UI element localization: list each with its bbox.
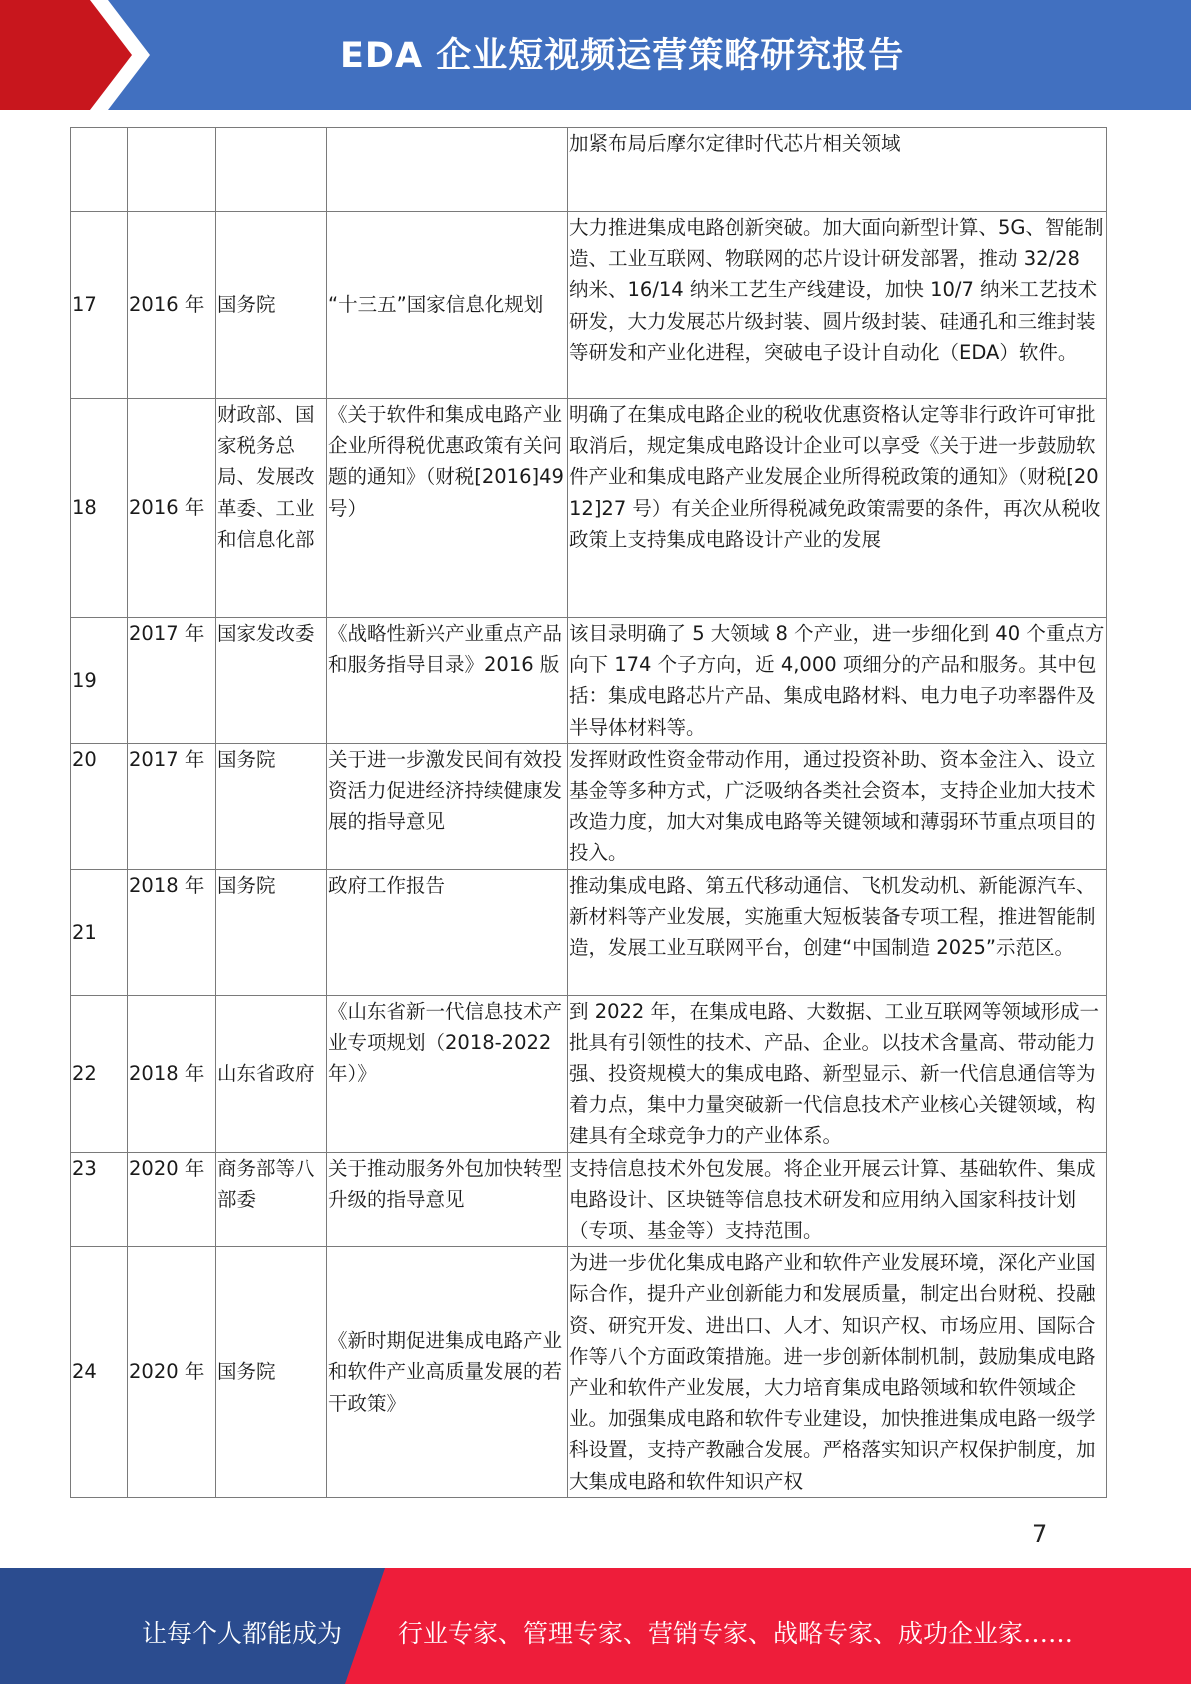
row-content: 到 2022 年，在集成电路、大数据、工业互联网等领域形成一批具有引领性的技术、产品、企业。以技术含量高、带动能力强、投资规模大的集成电路、新型显示、新一代信息通信等为着力点，集中力量突破新一代信息技术产业核心关键领域，构建具有全球竞争力的产业体系。 <box>568 995 1107 1152</box>
row-number: 24 <box>71 1247 128 1498</box>
footer-slogan-left: 让每个人都能成为 <box>142 1619 343 1648</box>
row-policy: 关于推动服务外包加快转型升级的指导意见 <box>327 1152 568 1247</box>
table-row <box>71 743 1107 869</box>
row-policy: 《关于软件和集成电路产业企业所得税优惠政策有关问题的通知》（财税[2016]49 号） <box>327 399 568 618</box>
row-year: 2018 年 <box>128 995 216 1152</box>
row-year: 2020 年 <box>128 1247 216 1498</box>
row-department <box>216 128 327 212</box>
row-department: 山东省政府 <box>216 995 327 1152</box>
table-row <box>71 399 1107 618</box>
row-content: 大力推进集成电路创新突破。加大面向新型计算、5G、智能制造、工业互联网、物联网的芯片设计研发部署，推动 32/28 纳米、16/14 纳米工艺生产线建设，加快 10/7 纳米工艺技术研发，大力发展芯片级封装、圆片级封装、硅通孔和三维封装等研发和产业化进程，突破电子设计自动化（EDA）软件。 <box>568 212 1107 399</box>
row-number: 18 <box>71 399 128 618</box>
row-content: 为进一步优化集成电路产业和软件产业发展环境，深化产业国际合作，提升产业创新能力和发展质量，制定出台财税、投融资、研究开发、进出口、人才、知识产权、市场应用、国际合作等八个方面政策措施。进一步创新体制机制，鼓励集成电路产业和软件产业发展，大力培育集成电路领域和软件领域企业。加强集成电路和软件专业建设，加快推进集成电路一级学科设置，支持产教融合发展。严格落实知识产权保护制度，加大集成电路和软件知识产权 <box>568 1247 1107 1498</box>
row-policy: 关于进一步激发民间有效投资活力促进经济持续健康发展的指导意见 <box>327 743 568 869</box>
row-department: 国务院 <box>216 212 327 399</box>
row-year: 2016 年 <box>128 399 216 618</box>
page-footer <box>0 1568 1191 1684</box>
report-title: EDA 企业短视频运营策略研究报告 <box>340 36 905 76</box>
row-year <box>128 128 216 212</box>
table-row <box>71 212 1107 399</box>
row-department: 国务院 <box>216 743 327 869</box>
page-header <box>0 0 1191 110</box>
policy-table <box>70 127 1107 1498</box>
table-row <box>71 869 1107 995</box>
table-row <box>71 618 1107 744</box>
row-number: 19 <box>71 618 128 744</box>
row-number: 20 <box>71 743 128 869</box>
row-number: 23 <box>71 1152 128 1247</box>
footer-slogan-right: 行业专家、管理专家、营销专家、战略专家、成功企业家…… <box>398 1619 1074 1648</box>
row-year: 2017 年 <box>128 743 216 869</box>
row-department: 国家发改委 <box>216 618 327 744</box>
row-department: 国务院 <box>216 869 327 995</box>
row-number: 22 <box>71 995 128 1152</box>
row-policy <box>327 128 568 212</box>
row-policy: 《山东省新一代信息技术产业专项规划（2018-2022 年）》 <box>327 995 568 1152</box>
row-number: 17 <box>71 212 128 399</box>
table-row <box>71 995 1107 1152</box>
row-department: 商务部等八部委 <box>216 1152 327 1247</box>
row-policy: 《新时期促进集成电路产业和软件产业高质量发展的若干政策》 <box>327 1247 568 1498</box>
row-number <box>71 128 128 212</box>
row-year: 2016 年 <box>128 212 216 399</box>
row-year: 2018 年 <box>128 869 216 995</box>
row-content: 发挥财政性资金带动作用，通过投资补助、资本金注入、设立基金等多种方式，广泛吸纳各类社会资本，支持企业加大技术改造力度，加大对集成电路等关键领域和薄弱环节重点项目的投入。 <box>568 743 1107 869</box>
row-content: 支持信息技术外包发展。将企业开展云计算、基础软件、集成电路设计、区块链等信息技术研发和应用纳入国家科技计划（专项、基金等）支持范围。 <box>568 1152 1107 1247</box>
table-row <box>71 1247 1107 1498</box>
row-policy: 《战略性新兴产业重点产品和服务指导目录》2016 版 <box>327 618 568 744</box>
row-number: 21 <box>71 869 128 995</box>
row-content: 推动集成电路、第五代移动通信、飞机发动机、新能源汽车、新材料等产业发展，实施重大短板装备专项工程，推进智能制造，发展工业互联网平台，创建“中国制造 2025”示范区。 <box>568 869 1107 995</box>
row-policy: 政府工作报告 <box>327 869 568 995</box>
row-department: 财政部、国家税务总局、发展改革委、工业和信息化部 <box>216 399 327 618</box>
row-year: 2017 年 <box>128 618 216 744</box>
row-content: 加紧布局后摩尔定律时代芯片相关领域 <box>568 128 1107 212</box>
table-row <box>71 128 1107 212</box>
page-number: 7 <box>1032 1520 1048 1548</box>
row-content: 明确了在集成电路企业的税收优惠资格认定等非行政许可审批取消后，规定集成电路设计企业可以享受《关于进一步鼓励软件产业和集成电路产业发展企业所得税政策的通知》（财税[2012]27 号）有关企业所得税减免政策需要的条件，再次从税收政策上支持集成电路设计产业的发展 <box>568 399 1107 618</box>
table-row <box>71 1152 1107 1247</box>
row-content: 该目录明确了 5 大领域 8 个产业，进一步细化到 40 个重点方向下 174 个子方向，近 4,000 项细分的产品和服务。其中包括：集成电路芯片产品、集成电路材料、电力电子功率器件及半导体材料等。 <box>568 618 1107 744</box>
row-department: 国务院 <box>216 1247 327 1498</box>
row-year: 2020 年 <box>128 1152 216 1247</box>
row-policy: “十三五”国家信息化规划 <box>327 212 568 399</box>
